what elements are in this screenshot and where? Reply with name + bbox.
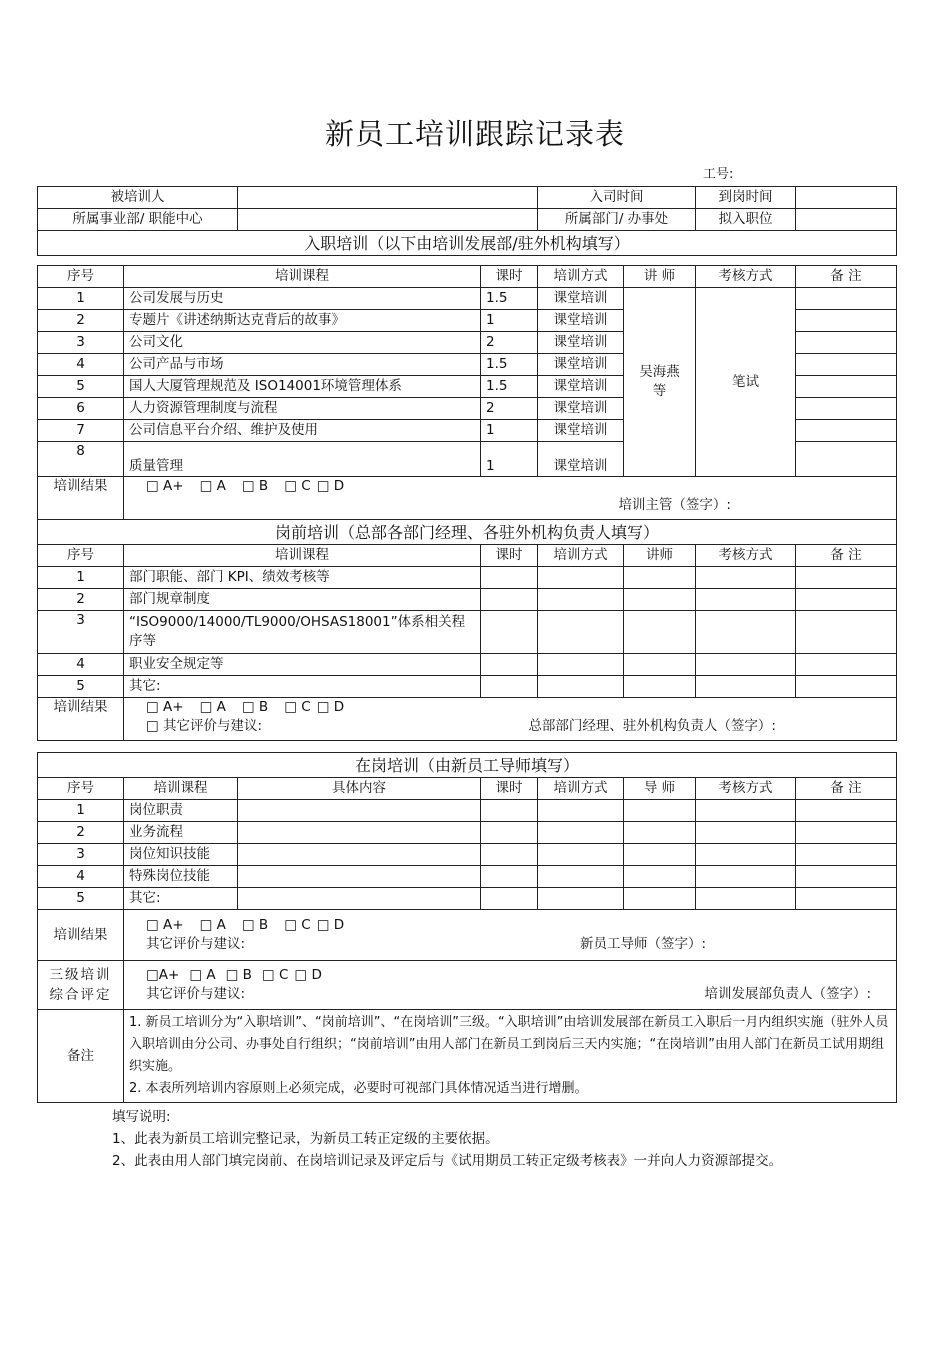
row-course: 岗位职责 xyxy=(124,800,238,822)
assessment-cell[interactable] xyxy=(696,611,796,654)
mentor-cell[interactable] xyxy=(624,800,696,822)
remark-label: 备注 xyxy=(38,1010,124,1103)
col-assessment: 考核方式 xyxy=(696,778,796,800)
remark-cell[interactable] xyxy=(796,866,897,888)
row-hours: 1 xyxy=(481,442,538,477)
col-hours: 课时 xyxy=(481,545,538,567)
on-job-table xyxy=(37,752,897,1103)
lecturer-cell[interactable] xyxy=(624,567,696,589)
instructions-item: 2、此表由用人部门填完岗前、在岗培训记录及评定后与《试用期员工转正定级考核表》一并向人力资源部提交。 xyxy=(112,1153,783,1169)
hours-cell[interactable] xyxy=(481,866,538,888)
department-label: 所属部门/ 办事处 xyxy=(538,209,696,231)
option-b[interactable]: □ B xyxy=(225,967,252,983)
option-b[interactable]: □ B xyxy=(241,478,269,494)
col-method: 培训方式 xyxy=(538,266,624,288)
row-course: 其它: xyxy=(124,676,481,698)
row-hours: 1.5 xyxy=(481,354,538,376)
assessment-cell[interactable] xyxy=(696,589,796,611)
table-row xyxy=(38,866,897,888)
row-course: 质量管理 xyxy=(124,442,481,477)
table-row xyxy=(38,800,897,822)
row-course: 公司信息平台介绍、维护及使用 xyxy=(124,420,481,442)
row-no: 1 xyxy=(38,800,124,822)
remark-cell[interactable] xyxy=(796,589,897,611)
row-no: 5 xyxy=(38,888,124,910)
remark-cell[interactable] xyxy=(796,888,897,910)
option-a[interactable]: □ A xyxy=(199,917,226,933)
trainee-field[interactable] xyxy=(238,187,538,209)
row-no: 2 xyxy=(38,310,124,332)
method-cell[interactable] xyxy=(538,866,624,888)
table-row xyxy=(38,589,897,611)
remark-cell[interactable] xyxy=(796,310,897,332)
remark-cell[interactable] xyxy=(796,354,897,376)
table-row xyxy=(38,844,897,866)
content-cell[interactable] xyxy=(238,800,481,822)
row-no: 5 xyxy=(38,376,124,398)
table-row xyxy=(38,654,897,676)
remark-cell[interactable] xyxy=(796,676,897,698)
row-method: 课堂培训 xyxy=(538,420,624,442)
position-label: 拟入职位 xyxy=(696,209,796,231)
table-row xyxy=(38,676,897,698)
table-row xyxy=(38,822,897,844)
row-course: 部门职能、部门 KPI、绩效考核等 xyxy=(124,567,481,589)
col-assessment: 考核方式 xyxy=(696,266,796,288)
row-no: 3 xyxy=(38,332,124,354)
result-options[interactable] xyxy=(146,916,891,935)
method-cell[interactable] xyxy=(538,567,624,589)
remark-cell[interactable] xyxy=(796,611,897,654)
manager-signature: 总部部门经理、驻外机构负责人（签字）: xyxy=(528,718,776,734)
remark-cell[interactable] xyxy=(796,332,897,354)
col-hours: 课时 xyxy=(481,266,538,288)
row-no: 1 xyxy=(38,288,124,310)
remark-line-2: 2. 本表所列培训内容原则上必须完成，必要时可视部门具体情况适当进行增删。 xyxy=(129,1081,588,1096)
hours-cell[interactable] xyxy=(481,822,538,844)
col-no: 序号 xyxy=(38,778,124,800)
table-row xyxy=(38,567,897,589)
method-cell[interactable] xyxy=(538,611,624,654)
assessment-cell[interactable] xyxy=(696,844,796,866)
hours-cell[interactable] xyxy=(481,888,538,910)
method-cell[interactable] xyxy=(538,822,624,844)
mentor-cell[interactable] xyxy=(624,822,696,844)
assessment-cell: 笔试 xyxy=(696,288,796,477)
mentor-cell[interactable] xyxy=(624,844,696,866)
remark-cell[interactable] xyxy=(796,420,897,442)
method-cell[interactable] xyxy=(538,654,624,676)
hours-cell[interactable] xyxy=(481,654,538,676)
row-hours: 1.5 xyxy=(481,376,538,398)
col-course: 培训课程 xyxy=(124,545,481,567)
row-method: 课堂培训 xyxy=(538,354,624,376)
comment-label[interactable]: 其它评价与建议: xyxy=(146,936,246,952)
remark-line-1: 1. 新员工培训分为“入职培训”、“岗前培训”、“在岗培训”三级。“入职培训”由培训发展部在新员工入职后一月内组织实施（驻外人员入职培训由分公司、办事处自行组织；“岗前培训”由用人部门在新员工到岗后三天内实施；“在岗培训”由用人部门在新员工试用期组织实施。 xyxy=(129,1015,889,1074)
option-a-plus[interactable]: □ A+ xyxy=(146,917,184,933)
row-course: 国人大厦管理规范及 ISO14001环境管理体系 xyxy=(124,376,481,398)
assessment-cell[interactable] xyxy=(696,676,796,698)
assessment-cell[interactable] xyxy=(696,866,796,888)
arrive-time-label: 到岗时间 xyxy=(696,187,796,209)
option-b[interactable]: □ B xyxy=(241,699,269,715)
content-cell[interactable] xyxy=(238,844,481,866)
option-c[interactable]: □ C xyxy=(261,967,289,983)
col-course: 培训课程 xyxy=(124,778,238,800)
division-label: 所属事业部/ 职能中心 xyxy=(38,209,238,231)
table-row xyxy=(38,611,897,654)
section-on-job-title: 在岗培训（由新员工导师填写） xyxy=(38,753,897,778)
remark-cell[interactable] xyxy=(796,800,897,822)
col-content: 具体内容 xyxy=(238,778,481,800)
option-c[interactable]: □ C xyxy=(284,478,311,494)
mentor-cell[interactable] xyxy=(624,866,696,888)
col-method: 培训方式 xyxy=(538,545,624,567)
join-time-label: 入司时间 xyxy=(538,187,696,209)
row-course: 特殊岗位技能 xyxy=(124,866,238,888)
instructions xyxy=(112,1106,782,1172)
row-no: 2 xyxy=(38,822,124,844)
row-method: 课堂培训 xyxy=(538,376,624,398)
col-remark: 备 注 xyxy=(796,778,897,800)
instructions-title: 填写说明: xyxy=(112,1109,171,1125)
content-cell[interactable] xyxy=(238,866,481,888)
row-method: 课堂培训 xyxy=(538,332,624,354)
row-no: 5 xyxy=(38,676,124,698)
col-hours: 课时 xyxy=(481,778,538,800)
row-no: 4 xyxy=(38,654,124,676)
row-course: 公司文化 xyxy=(124,332,481,354)
row-hours: 1 xyxy=(481,310,538,332)
row-no: 2 xyxy=(38,589,124,611)
employee-no xyxy=(703,163,778,182)
option-c[interactable]: □ C xyxy=(284,917,311,933)
col-method: 培训方式 xyxy=(538,778,624,800)
row-course: 业务流程 xyxy=(124,822,238,844)
hours-cell[interactable] xyxy=(481,611,538,654)
method-cell[interactable] xyxy=(538,844,624,866)
division-field[interactable] xyxy=(238,209,538,231)
hours-cell[interactable] xyxy=(481,676,538,698)
option-a[interactable]: □ A xyxy=(199,699,226,715)
option-a[interactable]: □ A xyxy=(189,967,216,983)
row-method: 课堂培训 xyxy=(538,442,624,477)
option-c[interactable]: □ C xyxy=(284,699,311,715)
assessment-cell[interactable] xyxy=(696,654,796,676)
row-no: 6 xyxy=(38,398,124,420)
lecturer-cell[interactable] xyxy=(624,589,696,611)
comment-label[interactable]: 其它评价与建议: xyxy=(146,986,246,1002)
result-options[interactable] xyxy=(146,477,891,496)
row-course: 其它: xyxy=(124,888,238,910)
row-no: 7 xyxy=(38,420,124,442)
row-course: 专题片《讲述纳斯达克背后的故事》 xyxy=(124,310,481,332)
remark-cell[interactable] xyxy=(796,288,897,310)
col-remark: 备 注 xyxy=(796,266,897,288)
row-no: 3 xyxy=(38,611,124,654)
option-a-plus[interactable]: □A+ xyxy=(146,967,180,983)
col-remark: 备 注 xyxy=(796,545,897,567)
training-dept-signature: 培训发展部负责人（签字）: xyxy=(704,986,872,1002)
result-label: 培训结果 xyxy=(38,477,124,520)
assessment-cell[interactable] xyxy=(696,800,796,822)
row-no: 8 xyxy=(38,442,124,477)
method-cell[interactable] xyxy=(538,589,624,611)
page-title: 新员工培训跟踪记录表 xyxy=(324,117,625,151)
option-d[interactable]: □ D xyxy=(316,699,345,715)
lecturer-cell[interactable] xyxy=(624,611,696,654)
table-row xyxy=(38,288,897,310)
col-lecturer: 讲 师 xyxy=(624,266,696,288)
option-a-plus[interactable]: □ A+ xyxy=(146,478,184,494)
row-course: 人力资源管理制度与流程 xyxy=(124,398,481,420)
hours-cell[interactable] xyxy=(481,567,538,589)
remark-cell[interactable] xyxy=(796,844,897,866)
row-course: 公司产品与市场 xyxy=(124,354,481,376)
row-course: 部门规章制度 xyxy=(124,589,481,611)
row-method: 课堂培训 xyxy=(538,288,624,310)
hours-cell[interactable] xyxy=(481,800,538,822)
result-options[interactable] xyxy=(146,966,891,985)
section-pre-job-title: 岗前培训（总部各部门经理、各驻外机构负责人填写） xyxy=(38,520,897,545)
assessment-cell[interactable] xyxy=(696,822,796,844)
col-no: 序号 xyxy=(38,545,124,567)
row-course: 公司发展与历史 xyxy=(124,288,481,310)
method-cell[interactable] xyxy=(538,800,624,822)
col-no: 序号 xyxy=(38,266,124,288)
onboarding-table xyxy=(37,265,897,741)
hours-cell[interactable] xyxy=(481,589,538,611)
option-d[interactable]: □ D xyxy=(316,478,345,494)
trainee-label: 被培训人 xyxy=(38,187,238,209)
mentor-cell[interactable] xyxy=(624,888,696,910)
lecturer-cell[interactable] xyxy=(624,654,696,676)
lecturer-cell[interactable] xyxy=(624,676,696,698)
lecturer-cell: 吴海燕等 xyxy=(624,288,696,477)
row-course: 职业安全规定等 xyxy=(124,654,481,676)
row-hours: 2 xyxy=(481,398,538,420)
section-onboarding-title: 入职培训（以下由培训发展部/驻外机构填写） xyxy=(38,231,897,256)
instructions-item: 1、此表为新员工培训完整记录，为新员工转正定级的主要依据。 xyxy=(112,1131,499,1147)
content-cell[interactable] xyxy=(238,822,481,844)
method-cell[interactable] xyxy=(538,888,624,910)
row-hours: 2 xyxy=(481,332,538,354)
col-assessment: 考核方式 xyxy=(696,545,796,567)
row-hours: 1 xyxy=(481,420,538,442)
row-no: 1 xyxy=(38,567,124,589)
remark-cell[interactable] xyxy=(796,822,897,844)
method-cell[interactable] xyxy=(538,676,624,698)
overall-label: 三级培训综合评定 xyxy=(38,961,124,1010)
remark-cell[interactable] xyxy=(796,398,897,420)
remark-cell[interactable] xyxy=(796,654,897,676)
option-b[interactable]: □ B xyxy=(241,917,269,933)
mentor-signature: 新员工导师（签字）: xyxy=(579,936,707,952)
option-a[interactable]: □ A xyxy=(199,478,226,494)
employee-no-label: 工号: xyxy=(703,167,734,182)
hours-cell[interactable] xyxy=(481,844,538,866)
option-a-plus[interactable]: □ A+ xyxy=(146,699,184,715)
row-no: 3 xyxy=(38,844,124,866)
row-no: 4 xyxy=(38,866,124,888)
assessment-cell[interactable] xyxy=(696,888,796,910)
result-label: 培训结果 xyxy=(38,910,124,961)
remark-cell[interactable] xyxy=(796,567,897,589)
table-row xyxy=(38,888,897,910)
row-hours: 1.5 xyxy=(481,288,538,310)
arrive-time-field[interactable] xyxy=(796,187,897,209)
col-lecturer: 讲师 xyxy=(624,545,696,567)
comment-label[interactable]: □ 其它评价与建议: xyxy=(146,718,263,734)
row-method: 课堂培训 xyxy=(538,310,624,332)
content-cell[interactable] xyxy=(238,888,481,910)
col-mentor: 导 师 xyxy=(624,778,696,800)
result-options[interactable] xyxy=(146,698,891,717)
option-d[interactable]: □ D xyxy=(294,967,322,983)
row-course: 岗位知识技能 xyxy=(124,844,238,866)
result-label: 培训结果 xyxy=(38,698,124,741)
remark-cell[interactable] xyxy=(796,376,897,398)
training-record-table xyxy=(37,186,897,256)
supervisor-signature: 培训主管（签字）: xyxy=(618,497,731,513)
col-course: 培训课程 xyxy=(124,266,481,288)
option-d[interactable]: □ D xyxy=(316,917,345,933)
position-field[interactable] xyxy=(796,209,897,231)
row-course: “ISO9000/14000/TL9000/OHSAS18001”体系相关程序等 xyxy=(124,611,481,654)
row-no: 4 xyxy=(38,354,124,376)
assessment-cell[interactable] xyxy=(696,567,796,589)
remark-cell[interactable] xyxy=(796,442,897,477)
row-method: 课堂培训 xyxy=(538,398,624,420)
